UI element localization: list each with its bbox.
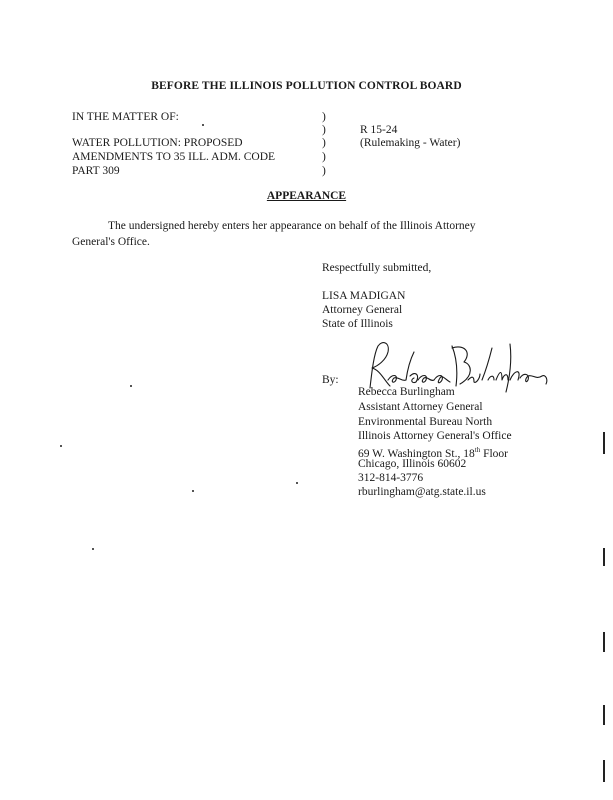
caption-paren: ) bbox=[322, 151, 326, 163]
appearance-heading bbox=[0, 190, 613, 202]
attorney-phone: 312-814-3776 bbox=[358, 472, 424, 484]
caption-paren: ) bbox=[322, 111, 326, 123]
scan-speck bbox=[192, 490, 194, 492]
address-ordinal: th bbox=[474, 446, 481, 454]
caption-paren: ) bbox=[322, 165, 326, 177]
signatory-title: Attorney General bbox=[322, 304, 403, 316]
appearance-heading-text: APPEARANCE bbox=[266, 190, 347, 202]
address-suffix: Floor bbox=[480, 447, 509, 460]
margin-mark bbox=[603, 760, 605, 782]
margin-mark bbox=[603, 632, 605, 652]
caption-subject-line-3: PART 309 bbox=[72, 165, 120, 177]
attorney-name: Rebecca Burlingham bbox=[358, 386, 455, 398]
address-prefix: 69 W. Washington St., 18 bbox=[358, 447, 475, 460]
caption-paren: ) bbox=[322, 124, 326, 136]
margin-mark bbox=[603, 705, 605, 725]
caption-subject-line-2: AMENDMENTS TO 35 ILL. ADM. CODE bbox=[72, 151, 276, 163]
scan-speck bbox=[60, 445, 62, 447]
margin-mark bbox=[603, 548, 605, 566]
caption-matter-line: IN THE MATTER OF: bbox=[72, 111, 179, 123]
case-type: (Rulemaking - Water) bbox=[360, 137, 461, 149]
signatory-name: LISA MADIGAN bbox=[322, 290, 406, 302]
caption-subject-line-1: WATER POLLUTION: PROPOSED bbox=[72, 137, 243, 149]
appearance-body: The undersigned hereby enters her appearance on behalf of the Illinois Attorney General's Office. bbox=[72, 220, 476, 248]
by-label: By: bbox=[322, 374, 339, 386]
scan-speck bbox=[202, 124, 204, 126]
scan-speck bbox=[92, 548, 94, 550]
document-title: BEFORE THE ILLINOIS POLLUTION CONTROL BOARD bbox=[151, 80, 462, 92]
attorney-title: Assistant Attorney General bbox=[358, 401, 483, 413]
closing-line: Respectfully submitted, bbox=[322, 262, 432, 274]
attorney-city: Chicago, Illinois 60602 bbox=[358, 458, 467, 470]
attorney-email: rburlingham@atg.state.il.us bbox=[358, 486, 486, 498]
scan-speck bbox=[296, 482, 298, 484]
margin-mark bbox=[603, 432, 605, 454]
attorney-office: Illinois Attorney General's Office bbox=[358, 430, 512, 442]
scan-speck bbox=[130, 385, 132, 387]
attorney-bureau: Environmental Bureau North bbox=[358, 416, 493, 428]
case-number: R 15-24 bbox=[360, 124, 398, 136]
signatory-state: State of Illinois bbox=[322, 318, 393, 330]
caption-paren: ) bbox=[322, 137, 326, 149]
